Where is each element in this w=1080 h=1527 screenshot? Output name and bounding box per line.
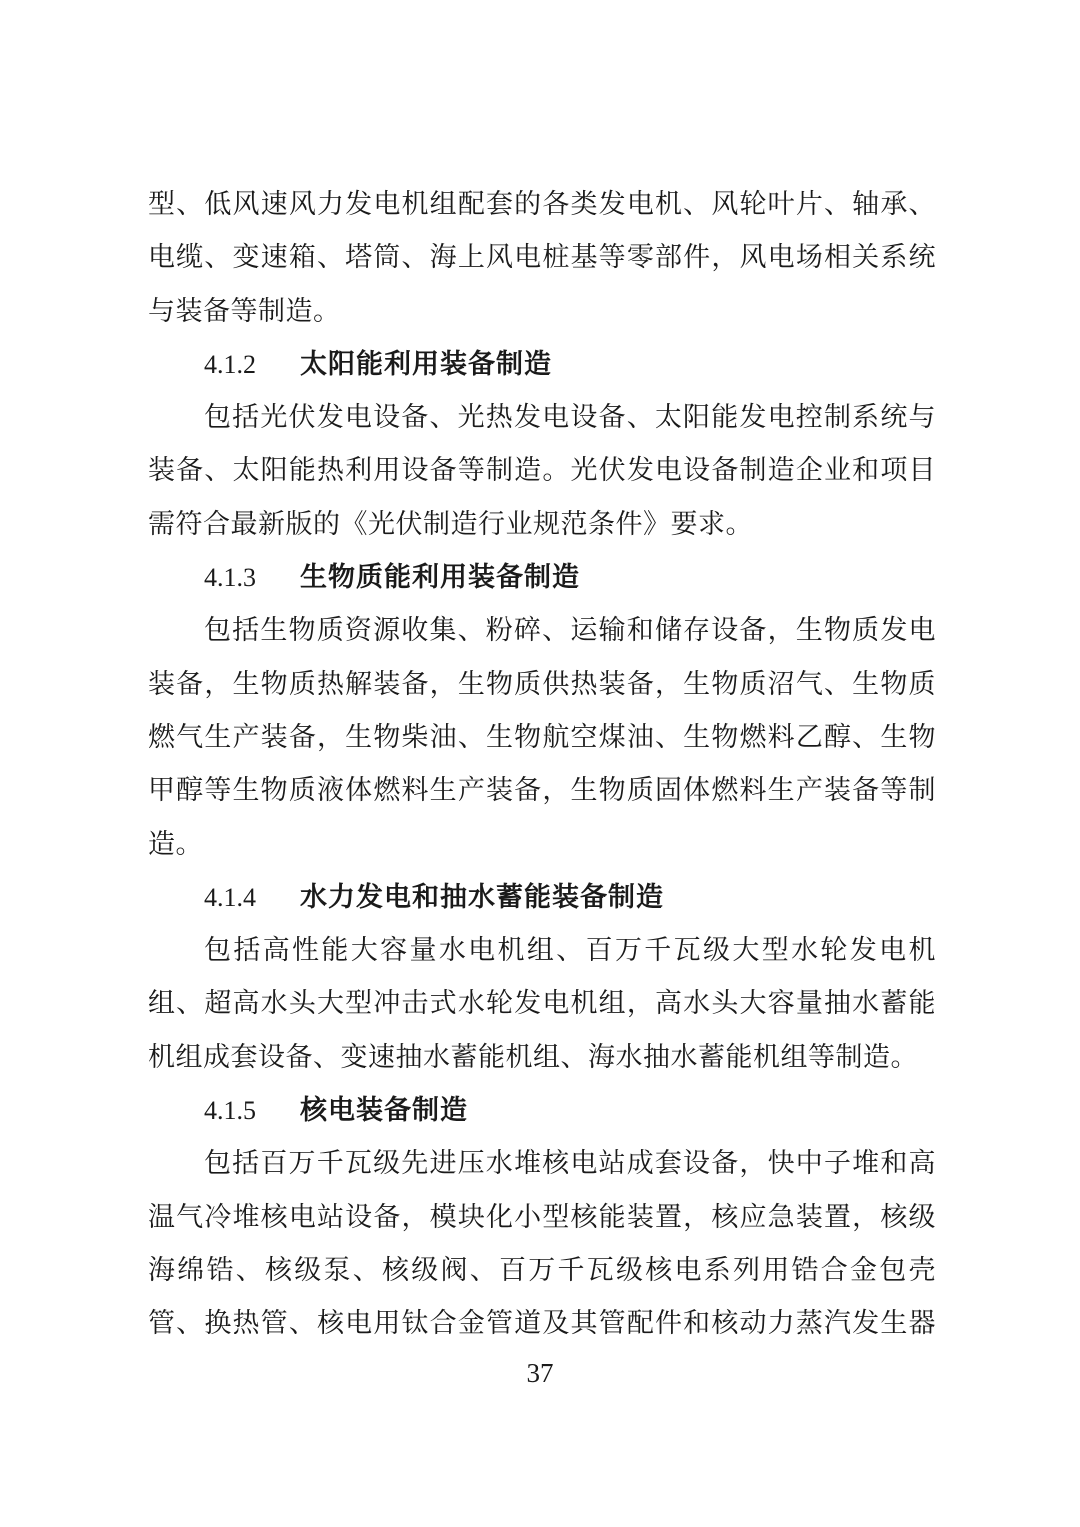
text-line: 电缆、变速箱、塔筒、海上风电桩基等零部件，风电场相关系统 bbox=[148, 242, 936, 274]
section-title: 生物质能利用装备制造 bbox=[300, 562, 580, 594]
section-title: 核电装备制造 bbox=[300, 1095, 468, 1127]
section-heading-4-1-2 bbox=[148, 338, 936, 391]
text-line: 包括光伏发电设备、光热发电设备、太阳能发电控制系统与 bbox=[204, 402, 936, 434]
paragraph-wind-continuation bbox=[148, 178, 936, 338]
section-number: 4.1.2 bbox=[204, 349, 256, 379]
text-line: 造。 bbox=[148, 828, 203, 860]
text-line: 与装备等制造。 bbox=[148, 295, 341, 327]
section-title: 水力发电和抽水蓄能装备制造 bbox=[300, 881, 664, 913]
text-line: 装备，生物质热解装备，生物质供热装备，生物质沼气、生物质 bbox=[148, 668, 936, 700]
text-line: 包括百万千瓦级先进压水堆核电站成套设备，快中子堆和高 bbox=[204, 1148, 936, 1180]
section-heading-4-1-3 bbox=[148, 551, 936, 604]
section-heading-4-1-5 bbox=[148, 1084, 936, 1137]
text-line: 机组成套设备、变速抽水蓄能机组、海水抽水蓄能机组等制造。 bbox=[148, 1041, 918, 1073]
section-number: 4.1.5 bbox=[204, 1096, 256, 1126]
paragraph-solar bbox=[148, 391, 936, 551]
text-line: 燃气生产装备，生物柴油、生物航空煤油、生物燃料乙醇、生物 bbox=[148, 721, 936, 753]
text-line: 包括生物质资源收集、粉碎、运输和储存设备，生物质发电 bbox=[204, 615, 936, 647]
text-line: 海绵锆、核级泵、核级阀、百万千瓦级核电系列用锆合金包壳 bbox=[148, 1254, 936, 1286]
text-line: 组、超高水头大型冲击式水轮发电机组，高水头大容量抽水蓄能 bbox=[148, 988, 936, 1020]
text-line: 管、换热管、核电用钛合金管道及其管配件和核动力蒸汽发生器 bbox=[148, 1308, 936, 1340]
section-number: 4.1.4 bbox=[204, 882, 256, 912]
paragraph-nuclear bbox=[148, 1137, 936, 1350]
section-title: 太阳能利用装备制造 bbox=[300, 348, 552, 380]
text-line: 装备、太阳能热利用设备等制造。光伏发电设备制造企业和项目 bbox=[148, 455, 936, 487]
section-heading-4-1-4 bbox=[148, 871, 936, 924]
text-line: 包括高性能大容量水电机组、百万千瓦级大型水轮发电机 bbox=[204, 935, 936, 967]
page-number: 37 bbox=[526, 1358, 554, 1388]
text-line: 甲醇等生物质液体燃料生产装备，生物质固体燃料生产装备等制 bbox=[148, 775, 936, 807]
text-line: 需符合最新版的《光伏制造行业规范条件》要求。 bbox=[148, 508, 753, 540]
text-line: 型、低风速风力发电机组配套的各类发电机、风轮叶片、轴承、 bbox=[148, 189, 936, 220]
page-body bbox=[148, 178, 936, 1351]
paragraph-hydro bbox=[148, 924, 936, 1084]
paragraph-biomass bbox=[148, 604, 936, 870]
text-line: 温气冷堆核电站设备，模块化小型核能装置，核应急装置，核级 bbox=[148, 1201, 936, 1233]
section-number: 4.1.3 bbox=[204, 563, 256, 593]
